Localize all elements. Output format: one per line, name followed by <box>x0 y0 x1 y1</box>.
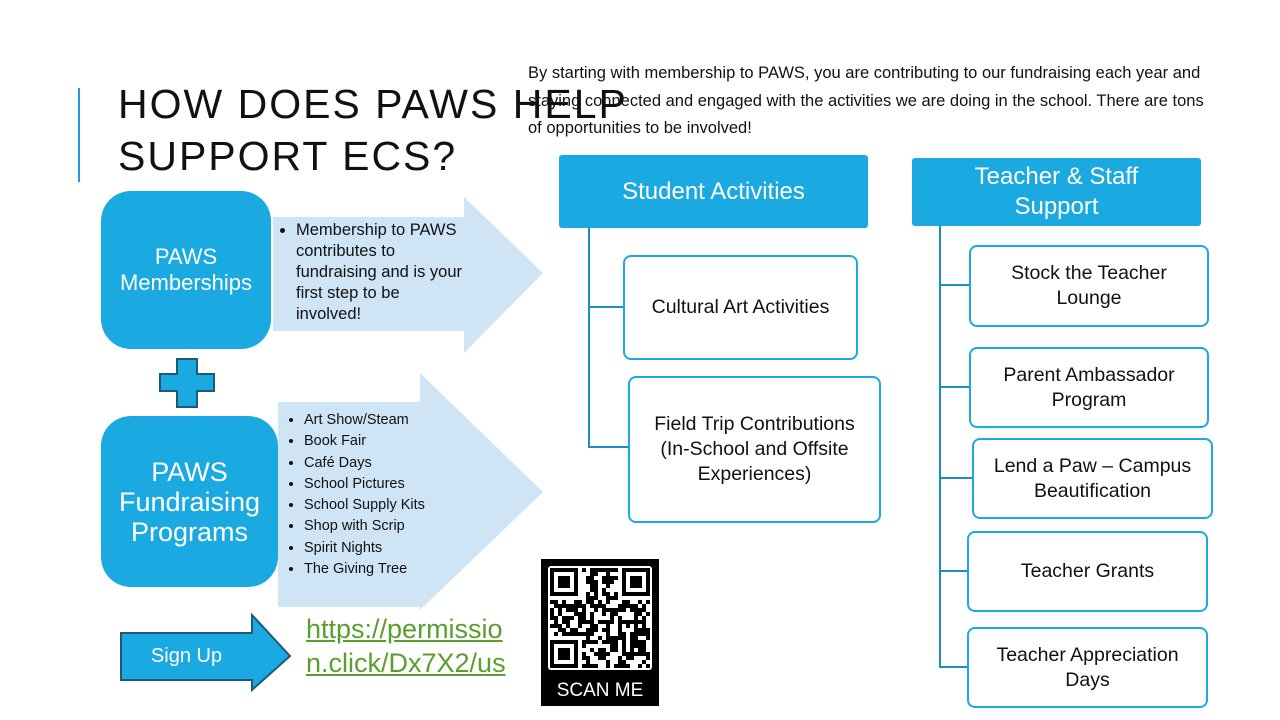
list-item: • Book Fair <box>304 431 462 452</box>
list-item: • School Supply Kits <box>304 495 462 516</box>
sign-up-button[interactable]: Sign Up <box>150 645 223 667</box>
scan-me-caption: SCAN ME <box>556 680 644 701</box>
student-item: Field Trip Contributions (In-School and Offsite Experiences) <box>628 376 881 523</box>
list-item: • Shop with Scrip <box>304 516 462 537</box>
connector-line <box>939 226 941 668</box>
teacher-item: Parent Ambassador Program <box>969 347 1209 428</box>
plus-icon <box>160 359 214 407</box>
connector-line <box>939 477 972 479</box>
list-item: • Art Show/Steam <box>304 410 462 431</box>
signup-link[interactable]: https://permission.click/Dx7X2/us <box>306 614 506 678</box>
list-item: • School Pictures <box>304 474 462 495</box>
qr-pattern <box>548 566 652 670</box>
teacher-item: Stock the Teacher Lounge <box>969 245 1209 327</box>
connector-line <box>939 386 969 388</box>
list-item: • Membership to PAWS contributes to fundraising and is your first step to be involved! <box>296 220 468 325</box>
list-item: • Café Days <box>304 453 462 474</box>
qr-code[interactable] <box>541 559 659 706</box>
connector-line <box>939 570 967 572</box>
connector-line <box>939 666 967 668</box>
fundraising-bullets <box>292 410 462 580</box>
connector-line <box>588 306 623 308</box>
teacher-item: Teacher Appreciation Days <box>967 627 1208 708</box>
teacher-item: Lend a Paw – Campus Beautification <box>972 438 1213 519</box>
student-activities-header: Student Activities <box>559 155 868 228</box>
paws-memberships-box: PAWS Memberships <box>101 191 271 349</box>
student-item: Cultural Art Activities <box>623 255 858 360</box>
teacher-staff-header: Teacher & Staff Support <box>912 158 1201 226</box>
intro-paragraph: By starting with membership to PAWS, you are contributing to our fundraising each year and staying connected and engaged with the activities we are doing in the school. There are tons of opportunities to be involved! <box>528 64 1204 137</box>
page-title: HOW DOES PAWS HELP SUPPORT ECS? <box>118 81 628 179</box>
connector-line <box>588 228 590 448</box>
connector-line <box>939 284 969 286</box>
teacher-item: Teacher Grants <box>967 531 1208 612</box>
membership-bullets <box>278 220 468 325</box>
connector-line <box>588 446 628 448</box>
list-item: • The Giving Tree <box>304 559 462 580</box>
list-item: • Spirit Nights <box>304 538 462 559</box>
paws-fundraising-box: PAWS Fundraising Programs <box>101 416 278 587</box>
